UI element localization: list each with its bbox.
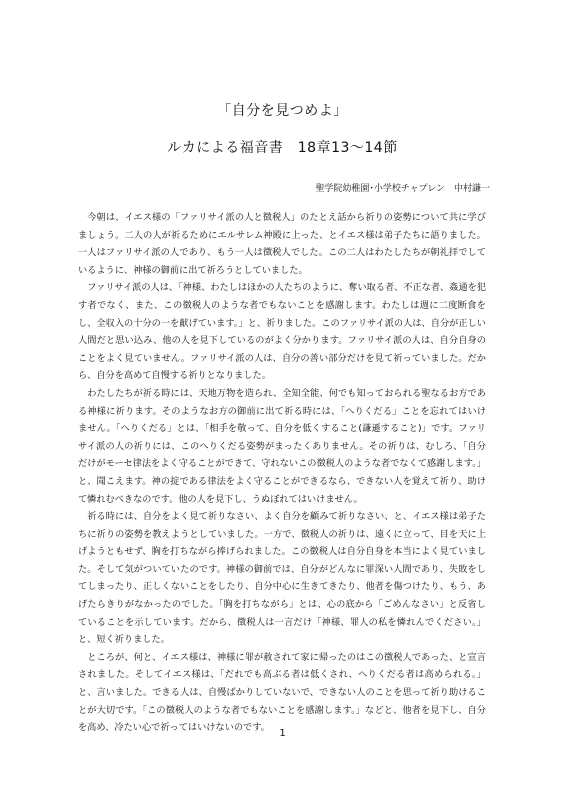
scripture-reference: ルカによる福音書 18章13～14節 xyxy=(167,140,398,156)
document-title: 「自分を見つめよ」 xyxy=(217,103,348,119)
paragraph: ファリサイ派の人は、「神様、わたしはほかの人たちのように、奪い取る者、不正な者、姦通を犯す者でなく、また、この徴税人のような者でもないことを感謝します。わたしは週に二度断食をし、全収入の十分の一を献げています。」と、祈りました。このファリサイ派の人は、自分が正しい人間だと思い込み、他の人を見下しているのがよく分かります。ファリサイ派の人は、自分自身のことをよく見ていません。ファリサイ派の人は、自分の善い部分だけを見て祈っていました。だから、自分を高めて自慢する祈りとなりました。 xyxy=(78,282,486,382)
paragraph: 今朝は、イエス様の「ファリサイ派の人と徴税人」のたとえ話から祈りの姿勢について共に学びましょう。二人の人が祈るためにエルサレム神殿に上った、とイエス様は弟子たちに語りました。一人はファリサイ派の人であり、もう一人は徴税人でした。この二人はわたしたちが朝礼拝でしているように、神様の御前に出て祈ろうとしていました。 xyxy=(78,212,486,276)
paragraph: ところが、何と、イエス様は、神様に罪が赦されて家に帰ったのはこの徴税人であった、と宣言されました。そしてイエス様は、「だれでも高ぶる者は低くされ、へりくだる者は高められる。」と、言いました。できる人は、自慢ばかりしていないで、できない人のことを思って祈り助けることが大切です。「この徴税人のような者でもないことを感謝します。」などと、他者を見下し、自分を高め、冷たい心で祈ってはいけないのです。 xyxy=(78,651,486,734)
paragraph: 祈る時には、自分をよく見て祈りなさい、よく自分を顧みて祈りなさい、と、イエス様は弟子たちに祈りの姿勢を教えようとしていました。一方で、徴税人の祈りは、遠くに立って、目を天に上げようともせず、胸を打ちながら捧げられました。この徴税人は自分自身を本当によく見ていました。そして気がついていたのです。神様の御前では、自分がどんなに罪深い人間であり、失敗をしてしまったり、正しくないことをしたり、自分中心に生きてきたり、他者を傷つけたり、もう、あげたらきりがなかったのでした。「胸を打ちながら」とは、心の底から「ごめんなさい」と反省していることを示しています。だから、徴税人は一言だけ「神様、罪人の私を憐れんでください。」と、短く祈りました。 xyxy=(78,511,486,646)
paragraph: わたしたちが祈る時には、天地万物を造られ、全知全能、何でも知っておられる聖なるお方である神様に祈ります。そのようなお方の御前に出て祈る時には、「へりくだる」ことを忘れてはいけません。「へりくだる」とは、「相手を敬って、自分を低くすること(謙遜すること)」です。ファリサイ派の人の祈りには、このへりくだる姿勢がまったくありません。その祈りは、むしろ、「自分だけがモーセ律法をよく守ることができて、守れないこの徴税人のような者でなくて感謝します。」と、聞こえます。神の掟である律法をよく守ることができるなら、できない人を覚えて祈り、助けて憐れむべきなのです。他の人を見下し、うぬぼれてはいけません。 xyxy=(78,387,486,505)
author-line: 聖学院幼稚園･小学校チャプレン 中村謙一 xyxy=(315,184,490,194)
page-number: 1 xyxy=(279,728,286,739)
sermon-body xyxy=(78,209,486,737)
